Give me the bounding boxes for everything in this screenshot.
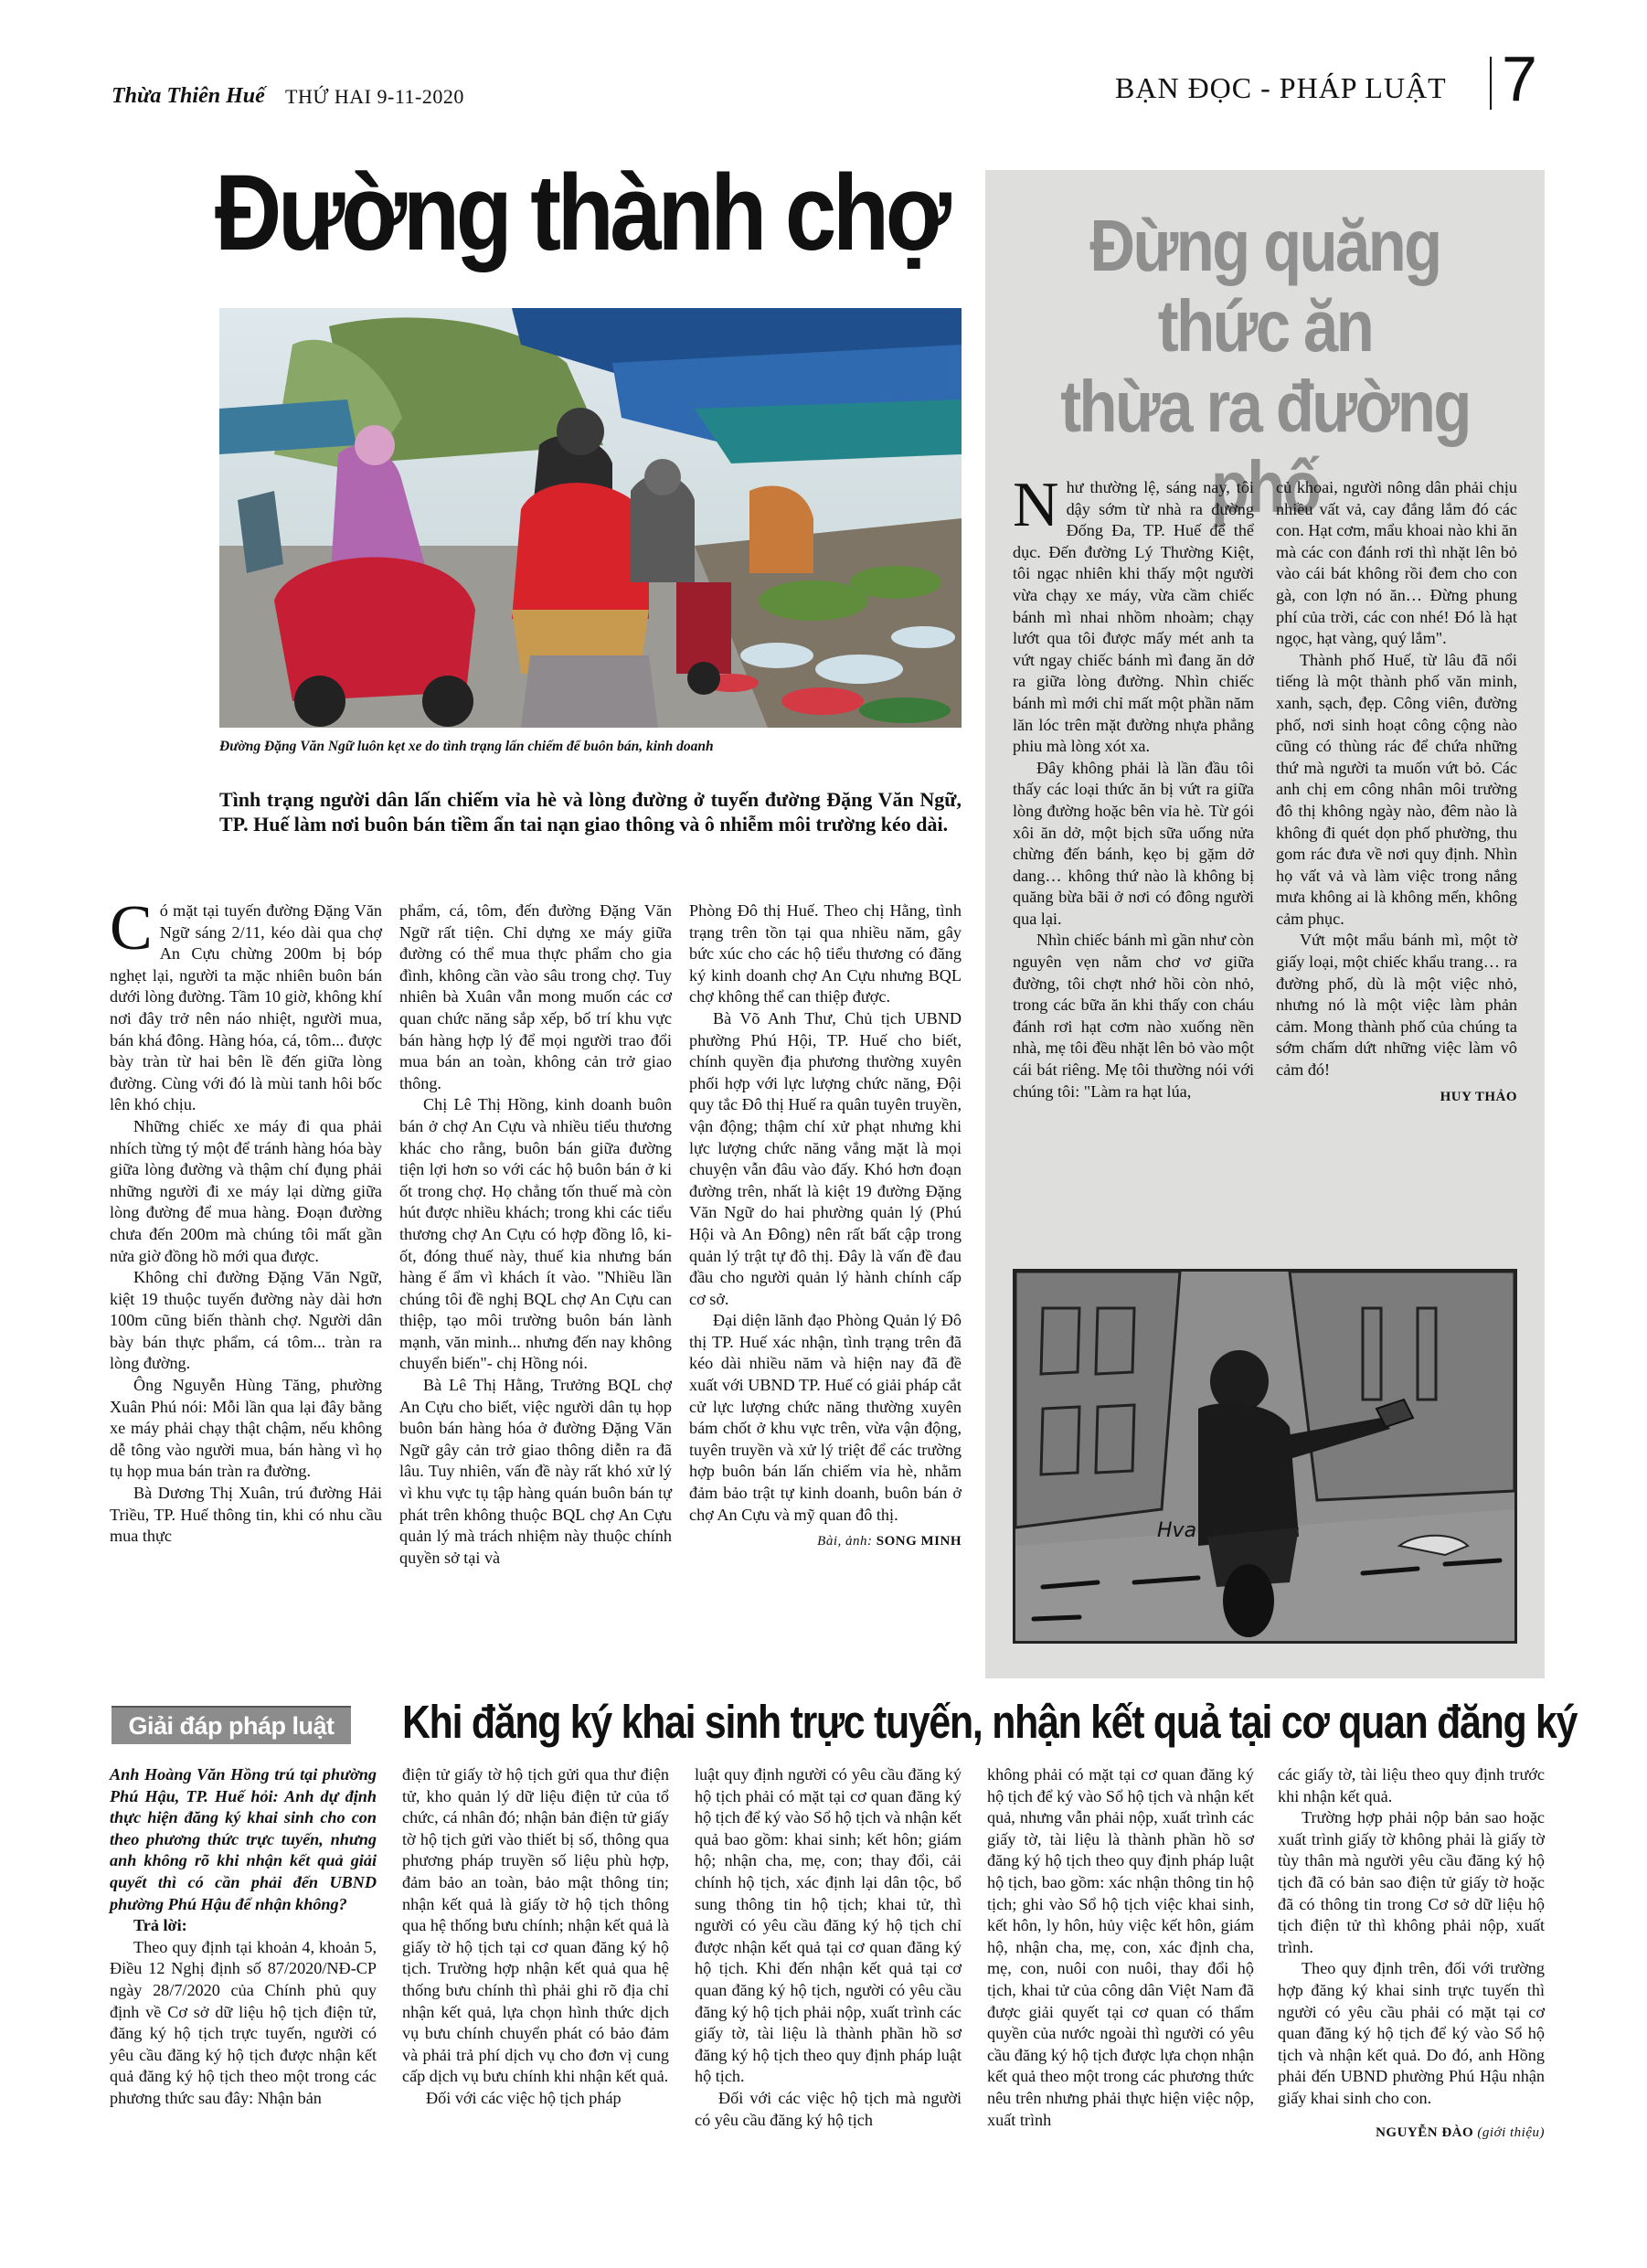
issue-date: THỨ HAI 9-11-2020 <box>285 85 464 108</box>
article1-column-1 <box>110 893 382 1548</box>
paragraph: Đây không phải là lần đầu tôi thấy các loại thức ăn bị vứt ra giữa lòng đường hoặc bên vỉa hè. Từ gói xôi ăn dở, một bịch sữa uống nửa chừng đến bánh, kẹo bị gặm dở dang… không thứ nào là không bị quăng bừa bãi ở nơi có đông người qua lại. <box>1013 758 1254 928</box>
paragraph: Đối với các việc hộ tịch mà người có yêu cầu đăng ký hộ tịch <box>695 2088 962 2129</box>
paragraph: Bà Dương Thị Xuân, trú đường Hải Triều, TP. Huế thông tin, khi có nhu cầu mua thực <box>110 1484 382 1546</box>
paragraph: Đối với các việc hộ tịch pháp <box>426 2088 622 2107</box>
paragraph: Bà Võ Anh Thư, Chủ tịch UBND phường Phú Hội, TP. Huế cho biết, chính quyền địa phương thường xuyên phối hợp với lực lượng chức năng, Đội quy tắc Đô thị Huế ra quân tuyên truyền, vận động; thậm chí xử phạt nhưng khi lực lượng chức năng vắng mặt là mọi chuyện vẫn đâu vào đấy. Khó hơn đoạn đường trên, nhất là kiệt 19 đường Đặng Văn Ngữ do hai phường quản lý (Phú Hội và An Đông) nên rất bất cập trong quản lý trật tự đô thị. Đây là vấn đề đau đầu cho người quản lý hành chính cấp cơ sở. <box>689 1008 962 1308</box>
article3-column-3 <box>695 1764 962 2131</box>
byline-prefix: Bài, ảnh: <box>817 1534 873 1549</box>
article1-lead: Tình trạng người dân lấn chiếm vỉa hè và lòng đường ở tuyến đường Đặng Văn Ngữ, TP. Huế làm nơi buôn bán tiềm ẩn tai nạn giao thông và ô nhiễm môi trường kéo dài. <box>219 788 962 836</box>
paragraph: Theo quy định tại khoản 4, khoản 5, Điều 12 Nghị định số 87/2020/NĐ-CP ngày 28/7/2020 của Chính phủ quy định về Cơ sở dữ liệu hộ tịch điện tử, đăng ký hộ tịch trực tuyến, người có yêu cầu đăng ký hộ tịch được nhận kết quả đăng ký hộ tịch theo một trong các phương thức sau đây: Nhận bản <box>110 1937 377 2107</box>
byline-name: NGUYỄN ĐÀO <box>1376 2124 1474 2140</box>
paragraph: phẩm, cá, tôm, đến đường Đặng Văn Ngữ rất tiện. Chỉ dựng xe máy giữa đường có thể mua thực phẩm cho gia đình, không cần vào sâu trong chợ. Tuy nhiên bà Xuân vẫn mong muốn các cơ quan chức năng sắp xếp, bố trí khu vực bán hàng hợp lý để mọi người trao đổi mua bán an toàn, không cản trở giao thông. <box>399 901 672 1092</box>
article1-headline: Đường thành chợ <box>215 153 948 273</box>
article2-dropcap: N <box>1013 470 1059 540</box>
byline-name: SONG MINH <box>876 1534 962 1549</box>
answer-label: Trả lời: <box>133 1916 187 1935</box>
paragraph: Theo quy định trên, đối với trường hợp đăng ký khai sinh trực tuyến thì người có yêu cầu phải có mặt tại cơ quan đăng ký hộ tịch để ký vào Sổ hộ tịch và nhận kết quả. Do đó, anh Hồng phải đến UBND phường Phú Hậu nhận giấy khai sinh cho con. <box>1278 1959 1545 2107</box>
paragraph: các giấy tờ, tài liệu theo quy định trước khi nhận kết quả. <box>1278 1765 1545 1805</box>
paragraph: Thành phố Huế, từ lâu đã nổi tiếng là một thành phố văn minh, xanh, sạch, đẹp. Công viên, đường phố, nơi sinh hoạt công cộng nào cũng có thùng rác để chứa những thứ mà người ta muốn vứt bỏ. Các anh chị em công nhân môi trường đô thị không ngày nào, đêm nào là không đi quét dọn phố phường, thu gom rác đưa về nơi quy định. Nhìn họ vất vả và làm việc trong nắng mưa không ai là không mến, không cảm phục. <box>1276 650 1517 928</box>
article1-photo-caption: Đường Đặng Văn Ngữ luôn kẹt xe do tình trạng lấn chiếm để buôn bán, kinh doanh <box>219 739 714 754</box>
section-title: BẠN ĐỌC - PHÁP LUẬT <box>1115 71 1447 104</box>
article3-headline: Khi đăng ký khai sinh trực tuyến, nhận kết quả tại cơ quan đăng ký <box>402 1696 1578 1748</box>
paragraph: hư thường lệ, sáng nay, tôi dậy sớm từ nhà ra đường Đống Đa, TP. Huế để thể dục. Đến đường Lý Thường Kiệt, tôi ngạc nhiên khi thấy một người vừa chạy xe máy, vừa cầm chiếc bánh mì nhai nhồm nhoàm; chạy lướt qua tôi được mấy mét anh ta vứt ngay chiếc bánh mì đang ăn dở ra giữa lòng đường. Nhìn chiếc bánh mì mới chỉ mất một phần năm lăn lóc trên mặt đường nhựa phẳng phiu mà lòng xót xa. <box>1013 478 1254 756</box>
paragraph: Nhìn chiếc bánh mì gần như còn nguyên vẹn nằm chơ vơ giữa đường, tôi chợt nhớ hồi còn nhỏ, trong các bữa ăn khi thấy con cháu đánh rơi hạt cơm nào xuống nền nhà, mẹ tôi đều nhặt lên bỏ vào một cái bát riêng. Mẹ tôi thường nói với chúng tôi: "Làm ra hạt lúa, <box>1013 931 1254 1101</box>
article3-label <box>112 1706 351 1744</box>
paragraph: Trường hợp phải nộp bản sao hoặc xuất trình giấy tờ không phải là giấy tờ tùy thân mà người yêu cầu đăng ký hộ tịch đã có bản sao điện tử giấy tờ hoặc đã có thông tin trong Cơ sở dữ liệu hộ tịch điện tử thì không phải nộp, xuất trình. <box>1278 1808 1545 1956</box>
article2-illustration <box>1013 1269 1517 1644</box>
headline-line-1: Đừng quăng thức ăn <box>1089 205 1440 367</box>
paragraph: không phải có mặt tại cơ quan đăng ký hộ tịch để ký vào Sổ hộ tịch và nhận kết quả, nhưng vẫn phải nộp, xuất trình các giấy tờ, tài liệu là thành phần hồ sơ đăng ký hộ tịch theo quy định pháp luật hộ tịch, bao gồm: xác nhận thông tin hộ tịch; ghi vào Sổ hộ tịch việc khai sinh, kết hôn, ly hôn, hủy việc kết hôn, giám hộ, nhận cha, mẹ, con, xác định cha, mẹ, con, nuôi con nuôi, thay đổi hộ tịch, khai tử của công dân Việt Nam đã được giải quyết tại cơ quan có thẩm quyền của nước ngoài thì người có yêu cầu đăng ký hộ tịch được lựa chọn nhận kết quả theo một trong các phương thức nêu trên nhưng phải thực hiện việc nộp, xuất trình <box>987 1765 1254 2129</box>
article2-byline: HUY THẢO <box>1440 1089 1517 1104</box>
article3-column-4 <box>987 1764 1254 2131</box>
paragraph: điện tử giấy tờ hộ tịch gửi qua thư điện tử, kho quản lý dữ liệu điện tử của tổ chức, cá nhân đó; nhận bản điện tử giấy tờ hộ tịch gửi vào thiết bị số, thông qua phương pháp truyền số liệu phù hợp, đảm bảo an toàn, bảo mật thông tin; nhận kết quả là giấy tờ hộ tịch thông qua hệ thống bưu chính; nhận kết quả là giấy tờ hộ tịch tại cơ quan đăng ký hộ tịch. Trường hợp nhận kết quả qua hệ thống bưu chính thì phải ghi rõ địa chỉ nhận kết quả, lựa chọn hình thức dịch vụ bưu chính chuyển phát có bảo đảm và phải trả phí dịch vụ cho đơn vị cung cấp dịch vụ bưu chính khi nhận kết quả. <box>402 1765 669 2086</box>
headline-line-2: thừa ra đường phố <box>1060 366 1470 527</box>
article1-dropcap: C <box>110 893 153 964</box>
paragraph: Bà Lê Thị Hằng, Trưởng BQL chợ An Cựu cho biết, việc người dân tụ họp buôn bán hàng hóa ở đường Đặng Văn Ngữ gây cản trở giao thông diễn ra đã lâu. Tuy nhiên, vấn đề này rất khó xử lý vì khu vực tụ tập hàng quán buôn bán tự phát trên không thuộc BQL chợ An Cựu quản lý mà trách nhiệm này thuộc chính quyền sở tại và <box>399 1376 672 1567</box>
article3-byline <box>1278 2123 1545 2145</box>
article3-column-1 <box>110 1764 377 2110</box>
reader-question: Anh Hoàng Văn Hồng trú tại phường Phú Hậu, TP. Huế hỏi: Anh dự định thực hiện đăng ký khai sinh cho con theo phương thức trực tuyến, nhưng anh không rõ khi nhận kết quả giải quyết thì có cần phải đến UBND phường Phú Hậu để nhận không? <box>110 1765 377 1913</box>
paragraph: Ông Nguyễn Hùng Tăng, phường Xuân Phú nói: Mỗi lần qua lại đây bằng xe máy phải chạy thật chậm, nếu không dễ tông vào người mua, bán hàng vì họ tụ họp mua bán tràn ra đường. <box>110 1376 382 1481</box>
article1-column-3 <box>689 900 962 1553</box>
article2-column-1 <box>1013 470 1254 1102</box>
paragraph: Những chiếc xe máy đi qua phải nhích từng tý một để tránh hàng hóa bày giữa lòng đường và thậm chí đụng phải những người đi xe máy lại dừng giữa lòng đường để mua hàng. Đoạn đường chưa đến 200m mà chúng tôi mất gần nửa giờ đồng hồ mới qua được. <box>110 1116 382 1265</box>
header-divider <box>1490 57 1492 110</box>
paragraph: ó mặt tại tuyến đường Đặng Văn Ngữ sáng 2/11, kéo dài qua chợ An Cựu chừng 200m bị bóp nghẹt lại, người ta mặc nhiên buôn bán dưới lòng đường. Tầm 10 giờ, không khí nơi đây trở nên náo nhiệt, người mua, bán khá đông. Hàng hóa, cá, tôm... được bày tràn từ hai bên lề đến giữa lòng đường. Cùng với đó là mùi tanh hôi bốc lên khó chịu. <box>110 901 382 1114</box>
article1-column-2 <box>399 900 672 1569</box>
article3-column-2 <box>402 1764 669 2110</box>
article3-column-5 <box>1278 1764 1545 2144</box>
paragraph: Không chỉ đường Đặng Văn Ngữ, kiệt 19 thuộc tuyến đường này dài hơn 100m cũng biến thành chợ. Người dân bày bán thực phẩm, cá tôm... tràn ra lòng đường. <box>110 1268 382 1373</box>
article1-byline <box>689 1531 962 1553</box>
illustration-signature: Hva <box>1157 1519 1197 1542</box>
paper-name: Thừa Thiên Huế <box>112 84 265 108</box>
market-street-photo <box>219 308 962 728</box>
paragraph: Vứt một mẩu bánh mì, một tờ giấy loại, một chiếc khẩu trang… ra đường phố, dù là một việc nhỏ, nhưng nó là một việc làm phản cảm. Mong thành phố của chúng ta sớm chấm dứt những việc làm vô cảm đó! <box>1276 931 1517 1080</box>
paragraph: củ khoai, người nông dân phải chịu nhiều vất vả, cay đắng lắm đó các con. Hạt cơm, mẩu khoai nào khi ăn mà các con đánh rơi thì nhặt lên bỏ vào cái bát không rồi đem cho con gà, con lợn nó ăn… Đừng phung phí của trời, các con nhé! Đó là hạt ngọc, hạt vàng, quý lắm". <box>1276 478 1517 648</box>
paragraph: Đại diện lãnh đạo Phòng Quản lý Đô thị TP. Huế xác nhận, tình trạng trên đã kéo dài nhiều năm và hiện nay đã đề xuất với UBND TP. Huế có giải pháp cắt cử lực lượng chức năng thường xuyên bám chốt ở khu vực trên, vừa vận động, tuyên truyền và xử lý triệt để các trường hợp buôn bán lấn chiếm vỉa hè, nhằm đảm bảo trật tự kinh doanh, buôn bán ở chợ An Cựu và mỹ quan đô thị. <box>689 1311 962 1524</box>
litter-cartoon <box>1015 1272 1514 1641</box>
page-header <box>0 0 1647 119</box>
label-text: Giải đáp pháp luật <box>128 1712 335 1740</box>
article1-photo <box>219 308 962 728</box>
page-number: 7 <box>1502 43 1537 114</box>
paragraph: Chị Lê Thị Hồng, kinh doanh buôn bán ở chợ An Cựu và nhiều tiểu thương khác cho rằng, buôn bán giữa đường tiện lợi hơn so với các hộ buôn bán ở ki ốt trong chợ. Họ chẳng tốn thuế mà còn hút được nhiều khách; trong khi các tiểu thương chợ An Cựu có hợp đồng lô, ki-ốt, đóng thuế này, thuế kia nhưng bán hàng ế ẩm vì khách ít vào. "Nhiều lần chúng tôi đề nghị BQL chợ An Cựu can thiệp, tạo môi trường buôn bán lành mạnh, văn minh... nhưng đến nay không chuyển biến"- chị Hồng nói. <box>399 1095 672 1373</box>
paragraph: luật quy định người có yêu cầu đăng ký hộ tịch phải có mặt tại cơ quan đăng ký hộ tịch để ký vào Sổ hộ tịch và nhận kết quả bao gồm: khai sinh; kết hôn; giám hộ; nhận cha, mẹ, con; thay đổi, cải chính hộ tịch, xác định lại dân tộc, bổ sung thông tin hộ tịch; khai tử, thì người có yêu cầu đăng ký hộ tịch chỉ được nhận kết quả tại cơ quan đăng ký hộ tịch. Khi đến nhận kết quả tại cơ quan đăng ký hộ tịch, người có yêu cầu đăng ký hộ tịch phải nộp, xuất trình các giấy tờ, tài liệu là thành phần hồ sơ đăng ký hộ tịch theo quy định pháp luật hộ tịch. <box>695 1765 962 2086</box>
paragraph: Phòng Đô thị Huế. Theo chị Hằng, tình trạng trên tồn tại qua nhiều năm, gây bức xúc cho các hộ tiểu thương có đăng ký kinh doanh chợ An Cựu nhưng BQL chợ không thể can thiệp được. <box>689 901 962 1006</box>
article2-column-2 <box>1276 477 1517 1108</box>
byline-note: (giới thiệu) <box>1477 2124 1545 2140</box>
